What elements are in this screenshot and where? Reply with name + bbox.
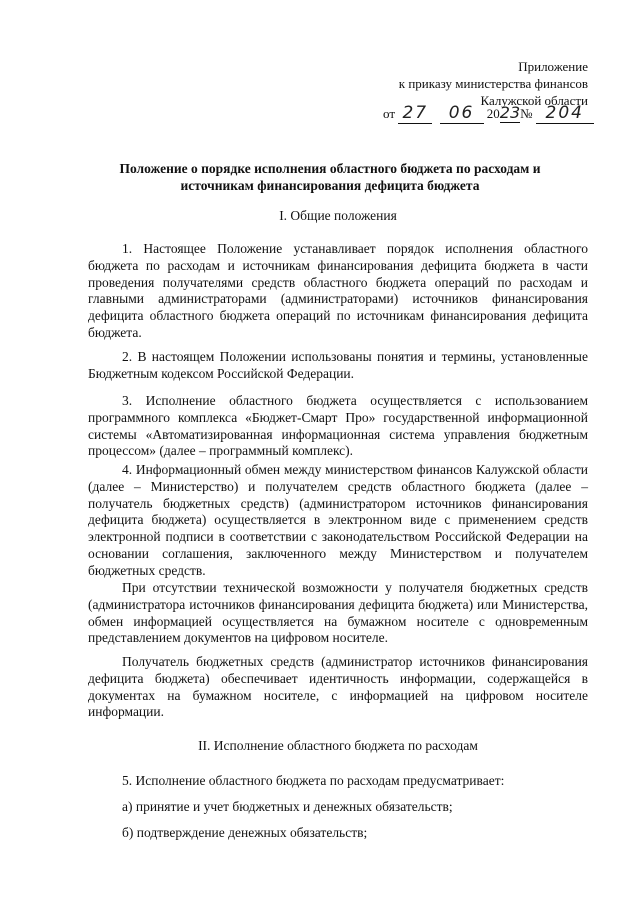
region-label: Калужской области bbox=[480, 93, 588, 108]
order-date-number-line bbox=[383, 103, 594, 124]
from-label: от bbox=[383, 106, 396, 121]
paragraph-1: 1. Настоящее Положение устанавливает порядок исполнения областного бюджета по расходам и источникам финансирования дефицита бюджета в части проведения получателями средств областного бюджета операций по расходам и главными администраторами (администраторами) источников финансирования дефицита областного бюджета операций по источникам финансирования дефицита бюджета. bbox=[88, 241, 588, 340]
handwritten-order-number: 204 bbox=[536, 103, 594, 124]
paragraph-5: При отсутствии технической возможности у получателя бюджетных средств (администратора источников финансирования дефицита бюджета) или Министерства, обмен информацией осуществляется на бумажном носителе с одновременным представлением документов на цифровом носителе. bbox=[88, 580, 588, 646]
document-title: Положение о порядке исполнения областного бюджета по расходам и источникам финансирования дефицита бюджета bbox=[119, 161, 541, 193]
handwritten-month: 06 bbox=[440, 103, 484, 124]
order-reference: к приказу министерства финансов bbox=[398, 76, 588, 91]
handwritten-year: 23 bbox=[499, 103, 521, 122]
paragraph-8: а) принятие и учет бюджетных и денежных обязательств; bbox=[122, 799, 453, 814]
section-heading-expenditures: II. Исполнение областного бюджета по расходам bbox=[198, 738, 478, 753]
number-label: № bbox=[520, 106, 533, 121]
paragraph-2: 2. В настоящем Положении использованы понятия и термины, установленные Бюджетным кодексом Российской Федерации. bbox=[88, 349, 588, 381]
paragraph-9: б) подтверждение денежных обязательств; bbox=[122, 825, 368, 840]
section-heading-general: I. Общие положения bbox=[279, 208, 397, 223]
paragraph-3: 3. Исполнение областного бюджета осуществляется с использованием программного комплекса «Бюджет-Смарт Про» государственной информационной системы «Автоматизированная информационная система управления бюджетным процессом» (далее – программный комплекс). bbox=[88, 393, 588, 459]
appendix-block bbox=[399, 58, 588, 109]
paragraph-7: 5. Исполнение областного бюджета по расходам предусматривает: bbox=[122, 773, 505, 788]
handwritten-day: 27 bbox=[398, 103, 432, 124]
appendix-label: Приложение bbox=[518, 59, 588, 74]
year-prefix: 20 bbox=[486, 106, 500, 121]
paragraph-6: Получатель бюджетных средств (администратор источников финансирования дефицита бюджета) обеспечивает идентичность информации, содержащейся в документах на бумажном носителе, с информацией на цифровом носителе информации. bbox=[88, 654, 588, 720]
paragraph-4: 4. Информационный обмен между министерством финансов Калужской области (далее – Министерство) и получателем средств областного бюджета (далее – получатель бюджетных средств) (администратором источников финансирования дефицита бюджета) осуществляется в электронном виде с применением средств электронной подписи в соответствии с законодательством Российской Федерации на основании соглашения, заключенного между Министерством и получателем бюджетных средств. bbox=[88, 462, 588, 578]
